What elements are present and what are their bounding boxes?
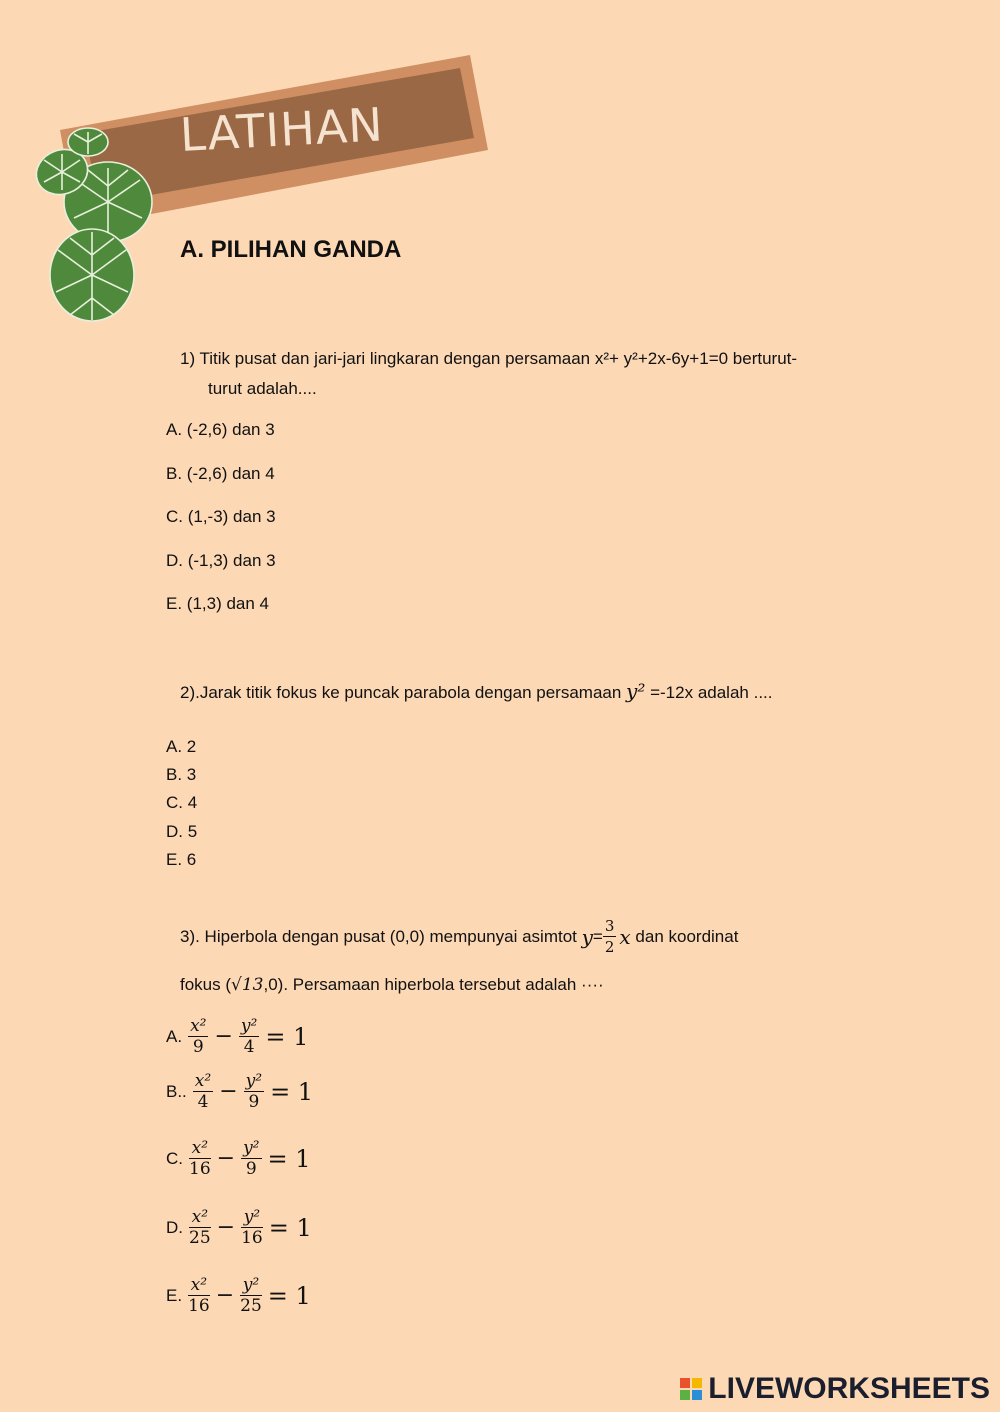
q3-option-e[interactable]: E. $\frac{\text{x²}}{16}$ − $\frac{\text{y²}}{25}$ = 1 — [166, 1275, 311, 1316]
logo-icon — [680, 1378, 702, 1400]
asymptote-fraction: $\frac{3}{2}$ — [604, 917, 615, 956]
question-3 — [180, 916, 738, 957]
liveworksheets-logo — [680, 1372, 990, 1406]
sqrt-13: √13 — [231, 975, 264, 995]
q1-option-b[interactable]: B. (-2,6) dan 4 — [166, 464, 275, 483]
asymptote-x: x — [619, 924, 631, 949]
q2-option-c[interactable]: C. 4 — [166, 793, 198, 812]
question-2 — [180, 676, 773, 708]
asymptote-equals: = — [592, 926, 603, 946]
section-heading: A. PILIHAN GANDA — [180, 236, 402, 263]
q2-option-e[interactable]: E. 6 — [166, 850, 197, 869]
q3-option-d[interactable]: D. $\frac{\text{x²}}{25}$ − $\frac{\text{y²}}{16}$ = 1 — [166, 1207, 312, 1248]
plant-decoration-icon — [30, 120, 160, 335]
question-3-text-end: dan koordinat — [630, 926, 739, 946]
question-1-text-continued: turut adalah.... — [208, 379, 317, 398]
question-3-text: 3). Hiperbola dengan pusat (0,0) mempunyai asimtot — [180, 926, 582, 946]
q1-option-a[interactable]: A. (-2,6) dan 3 — [166, 420, 275, 439]
question-1-text: 1) Titik pusat dan jari-jari lingkaran dengan persamaan x²+ y²+2x-6y+1=0 berturut- — [180, 349, 798, 368]
question-3-line-2: fokus (√13,0). Persamaan hiperbola tersebut adalah ···· — [180, 975, 604, 995]
q1-option-d[interactable]: D. (-1,3) dan 3 — [166, 551, 276, 570]
q3-option-b[interactable]: B.. $\frac{\text{x²}}{4}$ − $\frac{\text{y²}}{9}$ = 1 — [166, 1071, 314, 1112]
question-2-math: y² — [626, 679, 646, 703]
q3-option-c[interactable]: C. $\frac{\text{x²}}{16}$ − $\frac{\text{y²}}{9}$ = 1 — [166, 1138, 311, 1179]
q2-option-a[interactable]: A. 2 — [166, 737, 197, 756]
page-title: LATIHAN — [178, 97, 385, 162]
question-1 — [180, 344, 922, 404]
q1-option-e[interactable]: E. (1,3) dan 4 — [166, 594, 270, 613]
question-2-text-end: =-12x adalah .... — [645, 683, 773, 702]
q3-option-a[interactable]: A. $\frac{\text{x²}}{9}$ − $\frac{\text{y²}}{4}$ = 1 — [166, 1016, 309, 1057]
q1-option-c[interactable]: C. (1,-3) dan 3 — [166, 507, 276, 526]
question-2-text: 2).Jarak titik fokus ke puncak parabola dengan persamaan — [180, 683, 627, 702]
q2-option-b[interactable]: B. 3 — [166, 765, 197, 784]
asymptote-y: y — [581, 924, 593, 949]
q2-option-d[interactable]: D. 5 — [166, 822, 198, 841]
brand-name: LIVEWORKSHEETS — [708, 1372, 990, 1405]
